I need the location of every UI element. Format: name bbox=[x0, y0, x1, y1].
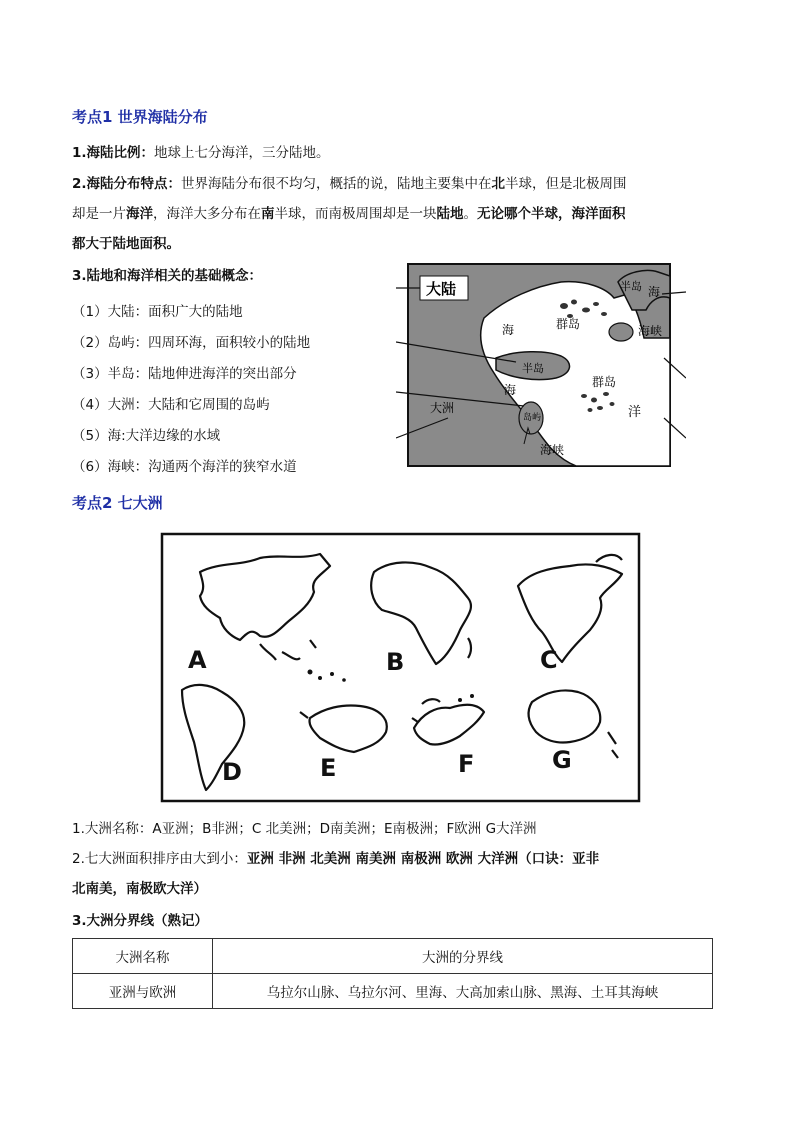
land-sea-diagram bbox=[396, 258, 686, 474]
table-row bbox=[73, 974, 713, 1009]
map-letter-c: C bbox=[540, 646, 558, 674]
concept-item: （3）半岛：陆地伸进海洋的突出部分 bbox=[72, 366, 297, 382]
label-strait-bottom: 海峡 bbox=[540, 443, 565, 457]
paragraph-distribution-line2: 却是一片海洋，海洋大多分布在南半球，而南极周围却是一块陆地。无论哪个半球，海洋面积 bbox=[72, 206, 626, 222]
label-strait-top: 海峡 bbox=[638, 324, 663, 338]
table-header-row bbox=[73, 939, 713, 974]
map-letter-d: D bbox=[222, 758, 242, 786]
map-letter-a: A bbox=[188, 646, 207, 674]
paragraph-distribution-line3: 都大于陆地面积。 bbox=[72, 236, 180, 252]
concepts-title: 3.陆地和海洋相关的基础概念： bbox=[72, 268, 263, 284]
boundary-title: 3.大洲分界线（熟记） bbox=[72, 913, 209, 929]
label-ocean: 洋 bbox=[628, 405, 642, 420]
label-island-small: 岛屿 bbox=[523, 413, 542, 423]
continents-map bbox=[160, 532, 642, 804]
table-header: 大洲的分界线 bbox=[213, 939, 713, 974]
ratio-text: 地球上七分海洋，三分陆地。 bbox=[154, 145, 330, 161]
concept-item: （1）大陆：面积广大的陆地 bbox=[72, 304, 243, 320]
table-cell: 乌拉尔山脉、乌拉尔河、里海、大高加索山脉、黑海、土耳其海峡 bbox=[213, 974, 713, 1009]
paragraph-distribution-line1: 2.海陆分布特点：世界海陆分布很不均匀，概括的说，陆地主要集中在北半球，但是北极周围 bbox=[72, 176, 627, 192]
map-letter-f: F bbox=[458, 750, 475, 778]
concept-item: （4）大洲：大陆和它周围的岛屿 bbox=[72, 397, 270, 413]
concept-item: （2）岛屿：四周环海，面积较小的陆地 bbox=[72, 335, 311, 351]
label-continent: 大洲 bbox=[430, 401, 455, 415]
label-peninsula-mid: 半岛 bbox=[522, 362, 544, 375]
island-strait bbox=[609, 323, 633, 341]
concept-item: （6）海峡：沟通两个海洋的狭窄水道 bbox=[72, 459, 297, 475]
paragraph-ratio bbox=[72, 138, 330, 168]
boundary-table bbox=[72, 938, 713, 1009]
label-peninsula-top: 半岛 bbox=[620, 280, 642, 293]
concept-item: （5）海:大洋边缘的水域 bbox=[72, 428, 221, 444]
label-sea-top: 海 bbox=[648, 285, 661, 299]
map-letter-g: G bbox=[552, 746, 572, 774]
section-title-2: 考点2 七大洲 bbox=[72, 494, 163, 512]
ratio-lead: 1.海陆比例： bbox=[72, 145, 155, 161]
area-ranking-line1: 2.七大洲面积排序由大到小：亚洲 非洲 北美洲 南美洲 南极洲 欧洲 大洋洲（口诀：亚非 bbox=[72, 851, 600, 867]
map-letter-b: B bbox=[386, 648, 405, 676]
table-cell: 亚洲与欧洲 bbox=[73, 974, 213, 1009]
label-sea-left: 海 bbox=[502, 323, 515, 337]
label-sea-bottom: 海 bbox=[504, 383, 517, 397]
area-ranking-line2: 北南美，南极欧大洋） bbox=[72, 881, 207, 897]
map-letter-e: E bbox=[320, 754, 337, 782]
label-islands-1: 群岛 bbox=[556, 317, 581, 331]
section-title-1: 考点1 世界海陆分布 bbox=[72, 108, 208, 126]
label-mainland: 大陆 bbox=[426, 280, 457, 298]
table-header: 大洲名称 bbox=[73, 939, 213, 974]
label-islands-2: 群岛 bbox=[592, 375, 617, 389]
continent-names: 1.大洲名称：A亚洲；B非洲；C 北美洲；D南美洲；E南极洲；F欧洲 G大洋洲 bbox=[72, 821, 537, 837]
